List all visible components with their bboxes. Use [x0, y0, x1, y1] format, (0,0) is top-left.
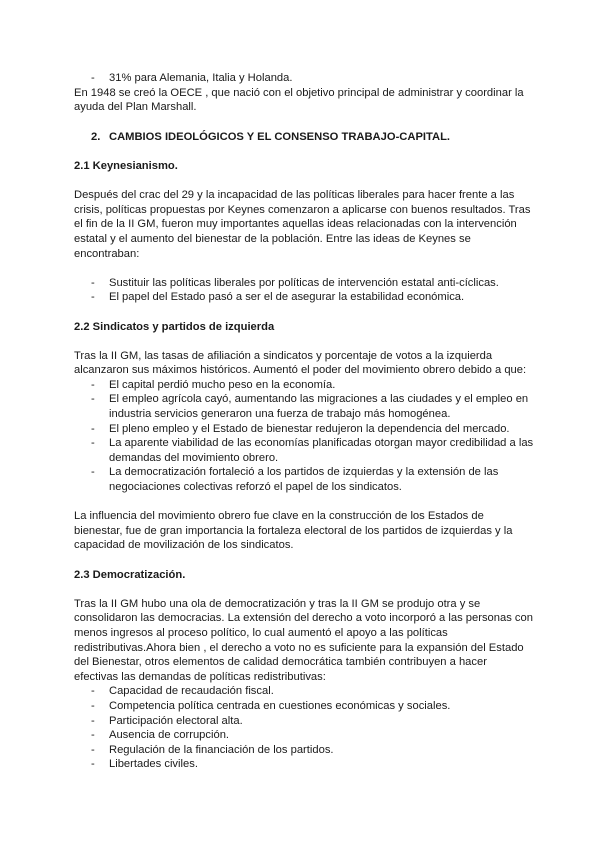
- list-item: - Regulación de la financiación de los partidos.: [91, 743, 334, 756]
- bullet-dash: -: [91, 729, 95, 742]
- bullet-dash: -: [91, 422, 95, 435]
- section-number: 2.: [91, 130, 101, 143]
- democratizacion-paragraph: Tras la II GM hubo una ola de democratización y tras la II GM se produjo otra y se consolidaron las democracias. La extensión del derecho a voto incorporó a las personas con menos ingresos al proceso político, lo cual aumentó el apoyo a las políticas redistributivas.Ahora bien , el derecho a voto no es suficiente para la expansión del Estado del Bienestar, otros elementos de calidad democrática también contribuyen a hacer efectivas las demandas de políticas redistributivas:: [74, 597, 533, 683]
- list-item: - El capital perdió mucho peso en la economía.: [91, 378, 336, 391]
- subsection-2-1-heading: 2.1 Keynesianismo.: [74, 159, 178, 172]
- bullet-dash: -: [91, 685, 95, 698]
- keynesianismo-paragraph: Después del crac del 29 y la incapacidad de las políticas liberales para hacer frente a las crisis, políticas propuestas por Keynes comenzaron a aplicarse con buenos resultados. Tras el fin de la II GM, fueron muy importantes aquellas ideas relacionadas con la intervención estatal y el aumento del bienestar de la población. Entre las ideas de Keynes se encontraban:: [74, 189, 531, 260]
- bullet-dash: -: [91, 378, 95, 391]
- intro-list: [74, 71, 534, 86]
- section-2-heading: [74, 130, 534, 145]
- section-title: CAMBIOS IDEOLÓGICOS Y EL CONSENSO TRABAJO-CAPITAL.: [109, 130, 451, 143]
- list-item: - Competencia política centrada en cuestiones económicas y sociales.: [91, 699, 451, 712]
- bullet-dash: -: [91, 276, 95, 289]
- subsection-2-2-heading: 2.2 Sindicatos y partidos de izquierda: [74, 320, 275, 333]
- bullet-dash: -: [91, 758, 95, 771]
- list-item: - La aparente viabilidad de las economías planificadas otorgan mayor credibilidad a las demandas del movimiento obrero.: [91, 437, 534, 464]
- list-item: - Libertades civiles.: [91, 758, 198, 771]
- list-item: - La democratización fortaleció a los partidos de izquierdas y la extensión de las negociaciones colectivas reforzó el papel de los sindicatos.: [91, 466, 499, 494]
- list-item: - Sustituir las políticas liberales por políticas de intervención estatal anti-cíclicas.: [91, 276, 499, 289]
- subsection-2-3-heading: 2.3 Democratización.: [74, 568, 186, 581]
- movimiento-obrero-list: [74, 378, 534, 495]
- bullet-dash: -: [91, 72, 95, 84]
- list-item: - El papel del Estado pasó a ser el de asegurar la estabilidad económica.: [91, 291, 465, 304]
- document-page: [74, 71, 534, 772]
- bullet-dash: -: [91, 714, 95, 727]
- list-item: - El pleno empleo y el Estado de bienestar redujeron la dependencia del mercado.: [91, 422, 510, 435]
- list-item: - Ausencia de corrupción.: [91, 729, 230, 742]
- list-item: - El empleo agrícola cayó, aumentando las migraciones a las ciudades y el empleo en industria servicios generaron una fuerza de trabajo más homogénea.: [91, 393, 529, 421]
- list-item: - Capacidad de recaudación fiscal.: [91, 685, 274, 698]
- intro-paragraph: En 1948 se creó la OECE , que nació con el objetivo principal de administrar y coordinar la ayuda del Plan Marshall.: [74, 86, 524, 114]
- bullet-dash: -: [91, 291, 95, 304]
- bullet-dash: -: [91, 466, 95, 479]
- list-item: - Participación electoral alta.: [91, 714, 243, 727]
- keynes-ideas-list: [74, 276, 534, 305]
- bullet-dash: -: [91, 437, 95, 450]
- sindicatos-paragraph: Tras la II GM, las tasas de afiliación a sindicatos y porcentaje de votos a la izquierda alcanzaron sus máximos históricos. Aumentó el poder del movimiento obrero debido a que:: [74, 349, 527, 377]
- influencia-paragraph: La influencia del movimiento obrero fue clave en la construcción de los Estados de bienestar, fue de gran importancia la fortaleza electoral de los partidos de izquierdas y la capacidad de movilización de los sindicatos.: [74, 510, 513, 552]
- list-item: - 31% para Alemania, Italia y Holanda.: [91, 72, 293, 84]
- calidad-democratica-list: [74, 684, 534, 772]
- bullet-dash: -: [91, 743, 95, 756]
- bullet-dash: -: [91, 393, 95, 406]
- bullet-dash: -: [91, 699, 95, 712]
